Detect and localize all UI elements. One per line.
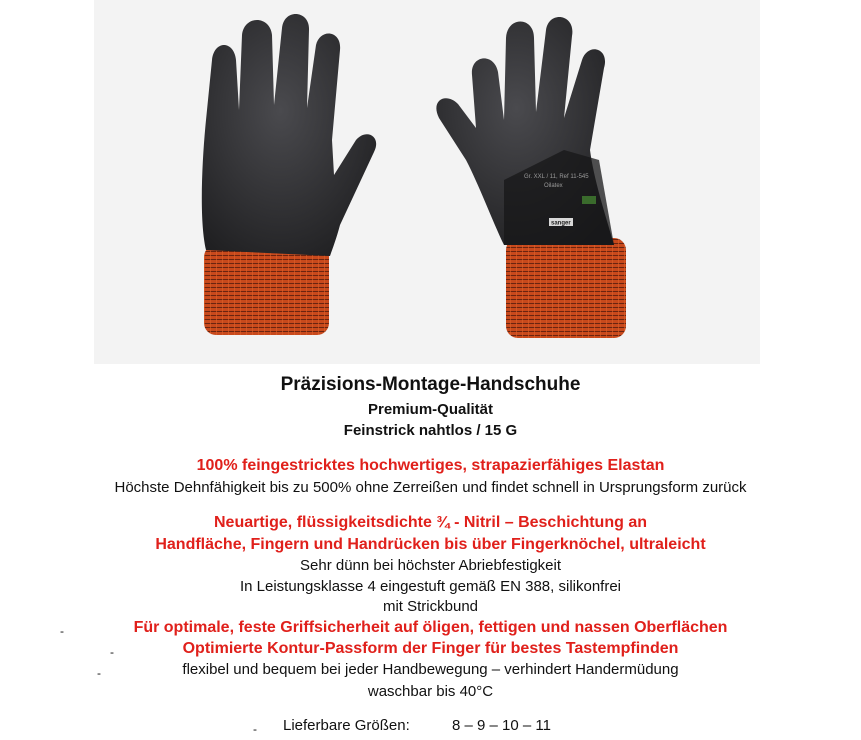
glove-model-print: Oilatex — [544, 183, 563, 189]
coating-heading-1: Neuartige, flüssigkeitsdichte ¾ - Nitril – Beschichtung an — [214, 514, 647, 531]
fit-feature: Optimierte Kontur-Passform der Finger für bestes Tastempfinden — [182, 640, 679, 657]
cuff-text: mit Strickbund — [382, 598, 479, 615]
sizes-label: Lieferbare Größen: — [283, 717, 410, 734]
bullet-dash: - — [110, 645, 114, 659]
elastan-heading: 100% feingestricktes hochwertiges, strapazierfähiges Elastan — [196, 457, 665, 474]
right-glove — [436, 17, 626, 338]
grip-feature: Für optimale, feste Griffsicherheit auf öligen, fettigen und nassen Oberflächen — [133, 619, 728, 636]
glove-brand-print: sanger — [551, 220, 571, 227]
glove-size-print: Gr. XXL / 11, Ref 11-545 — [524, 174, 589, 180]
wash-text: waschbar bis 40°C — [367, 683, 494, 700]
bullet-dash: - — [253, 722, 257, 736]
product-photo — [94, 0, 760, 364]
knit-line: Feinstrick nahtlos / 15 G — [343, 422, 518, 439]
coating-heading-2: Handfläche, Fingern und Handrücken bis über Fingerknöchel, ultraleicht — [155, 536, 706, 553]
elastan-text: Höchste Dehnfähigkeit bis zu 500% ohne Zerreißen und findet schnell in Ursprungsform zurück — [114, 479, 747, 496]
bullet-dash: - — [97, 666, 101, 680]
product-title: Präzisions-Montage-Handschuhe — [280, 374, 581, 395]
class-text: In Leistungsklasse 4 eingestuft gemäß EN 388, silikonfrei — [239, 578, 622, 595]
sizes-values: 8 – 9 – 10 – 11 — [452, 717, 551, 734]
abrasion-text: Sehr dünn bei höchster Abriebfestigkeit — [300, 557, 561, 574]
quality-line: Premium-Qualität — [367, 401, 494, 418]
bullet-dash: - — [60, 624, 64, 638]
flex-feature: flexibel und bequem bei jeder Handbewegung – verhindert Handermüdung — [182, 661, 679, 678]
left-glove — [202, 14, 376, 335]
eco-label-icon — [582, 196, 596, 204]
